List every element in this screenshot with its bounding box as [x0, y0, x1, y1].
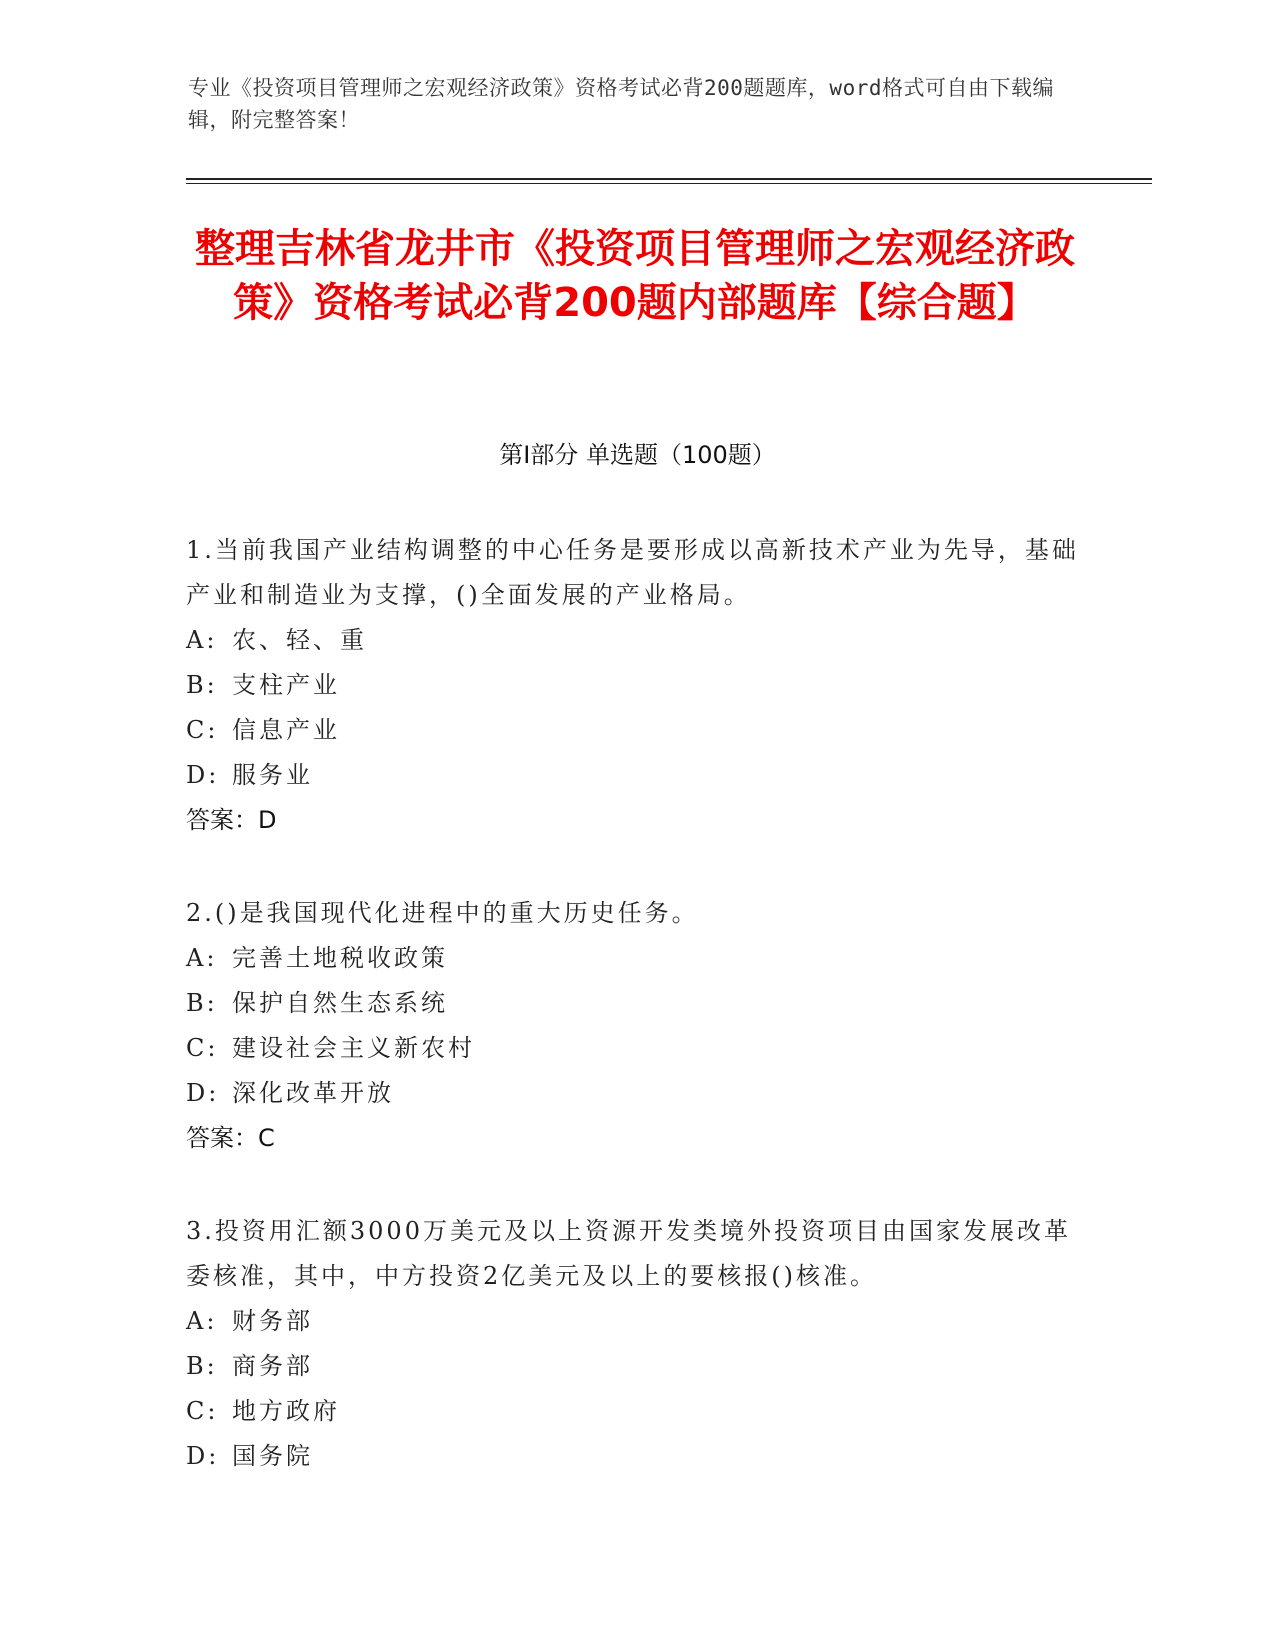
- header-divider-thin: [186, 183, 1152, 184]
- option-c: [186, 1389, 1086, 1434]
- option-letter: C:: [186, 716, 219, 744]
- option-text: 保护自然生态系统: [232, 989, 448, 1017]
- option-b: [186, 1344, 1086, 1389]
- question-stem: 2.()是我国现代化进程中的重大历史任务。: [186, 899, 699, 927]
- header-note: 专业《投资项目管理师之宏观经济政策》资格考试必背200题题库，word格式可自由下载编辑，附完整答案！: [188, 76, 1054, 132]
- option-d: [186, 1071, 1086, 1116]
- option-text: 财务部: [232, 1307, 313, 1335]
- option-letter: B:: [186, 989, 218, 1017]
- question-item: [186, 891, 1086, 1161]
- option-letter: D:: [186, 761, 220, 789]
- option-c: [186, 1026, 1086, 1071]
- option-b: [186, 981, 1086, 1026]
- option-letter: D:: [186, 1442, 220, 1470]
- question-list: [186, 528, 1086, 1527]
- option-c: [186, 708, 1086, 753]
- option-text: 服务业: [232, 761, 313, 789]
- header-divider-thick: [186, 178, 1152, 180]
- option-b: [186, 663, 1086, 708]
- option-letter: C:: [186, 1397, 219, 1425]
- document-title: 整理吉林省龙井市《投资项目管理师之宏观经济政策》资格考试必背200题内部题库【综合题】: [195, 226, 1075, 326]
- option-letter: A:: [186, 626, 218, 654]
- option-a: [186, 1299, 1086, 1344]
- option-letter: B:: [186, 1352, 218, 1380]
- option-letter: C:: [186, 1034, 219, 1062]
- question-stem: 3.投资用汇额3000万美元及以上资源开发类境外投资项目由国家发展改革委核准，其中，中方投资2亿美元及以上的要核报()核准。: [186, 1217, 1071, 1290]
- option-a: [186, 936, 1086, 981]
- option-letter: D:: [186, 1079, 220, 1107]
- option-text: 建设社会主义新农村: [232, 1034, 475, 1062]
- answer-line: 答案：D: [186, 806, 277, 834]
- option-a: [186, 618, 1086, 663]
- option-d: [186, 753, 1086, 798]
- option-d: [186, 1434, 1086, 1479]
- question-item: [186, 528, 1086, 843]
- option-text: 完善土地税收政策: [232, 944, 448, 972]
- option-letter: A:: [186, 944, 218, 972]
- option-text: 农、轻、重: [232, 626, 367, 654]
- option-letter: B:: [186, 671, 218, 699]
- question-item: [186, 1209, 1086, 1479]
- option-text: 地方政府: [232, 1397, 340, 1425]
- option-text: 深化改革开放: [232, 1079, 394, 1107]
- option-text: 国务院: [232, 1442, 313, 1470]
- answer-line: 答案：C: [186, 1124, 275, 1152]
- option-text: 支柱产业: [232, 671, 340, 699]
- option-letter: A:: [186, 1307, 218, 1335]
- option-text: 商务部: [232, 1352, 313, 1380]
- option-text: 信息产业: [232, 716, 340, 744]
- section-title: 第Ⅰ部分 单选题（100题）: [499, 441, 776, 469]
- question-stem: 1.当前我国产业结构调整的中心任务是要形成以高新技术产业为先导，基础产业和制造业为支撑，()全面发展的产业格局。: [186, 536, 1079, 609]
